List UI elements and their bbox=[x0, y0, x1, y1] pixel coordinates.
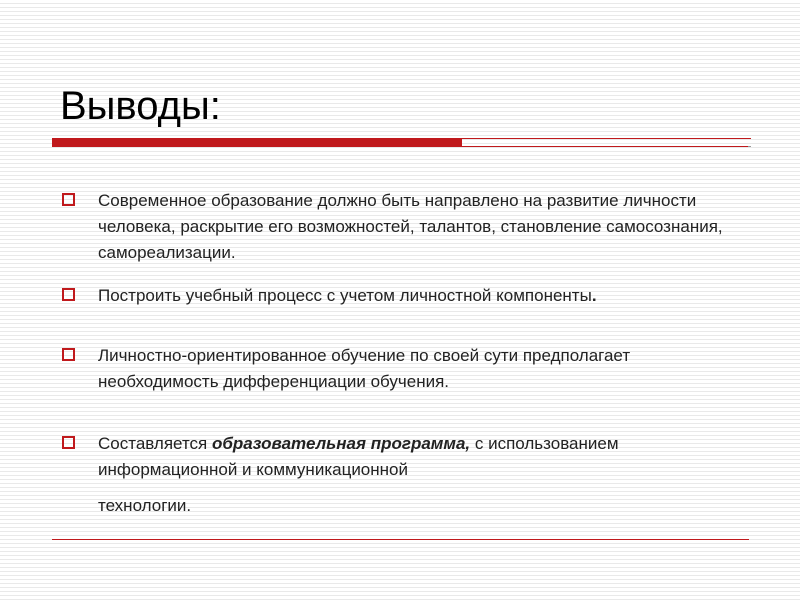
square-bullet-icon bbox=[62, 348, 75, 361]
rule-end-mark bbox=[748, 146, 751, 147]
bullet-text-2-main: Построить учебный процесс с учетом личностной компоненты bbox=[98, 286, 592, 305]
bullet-text-4 bbox=[98, 431, 740, 519]
bullet-text-2 bbox=[98, 283, 740, 309]
title-underline-thick bbox=[52, 138, 462, 147]
bullet-item-2 bbox=[60, 283, 740, 309]
bullet-text-4-end: технологии. bbox=[98, 496, 192, 515]
bullet-item-1 bbox=[60, 188, 740, 266]
title-underline-thin-bottom bbox=[462, 146, 751, 147]
bullet-text-3: Личностно-ориентированное обучение по своей сути предполагает необходимость дифференциации обучения. bbox=[98, 346, 631, 391]
title-underline-thin-top bbox=[462, 138, 751, 139]
bullet-text-4-emphasis: образовательная программа, bbox=[211, 434, 471, 453]
slide-title: Выводы: bbox=[60, 84, 221, 128]
bullet-text-4-rest: с использованием информационной и коммуникационной bbox=[98, 434, 619, 479]
bottom-rule bbox=[52, 539, 749, 540]
bullet-text-1: Современное образование должно быть направлено на развитие личности человека, раскрытие его возможностей, талантов, становление самосознания, самореализации. bbox=[98, 191, 723, 262]
bullet-text-2-bold-period: . bbox=[591, 286, 597, 305]
bullet-item-3 bbox=[60, 343, 740, 395]
line-gap bbox=[98, 483, 740, 493]
bullet-text-4-lead: Составляется bbox=[98, 434, 212, 453]
bullet-item-4 bbox=[60, 431, 740, 519]
square-bullet-icon bbox=[62, 193, 75, 206]
square-bullet-icon bbox=[62, 436, 75, 449]
square-bullet-icon bbox=[62, 288, 75, 301]
